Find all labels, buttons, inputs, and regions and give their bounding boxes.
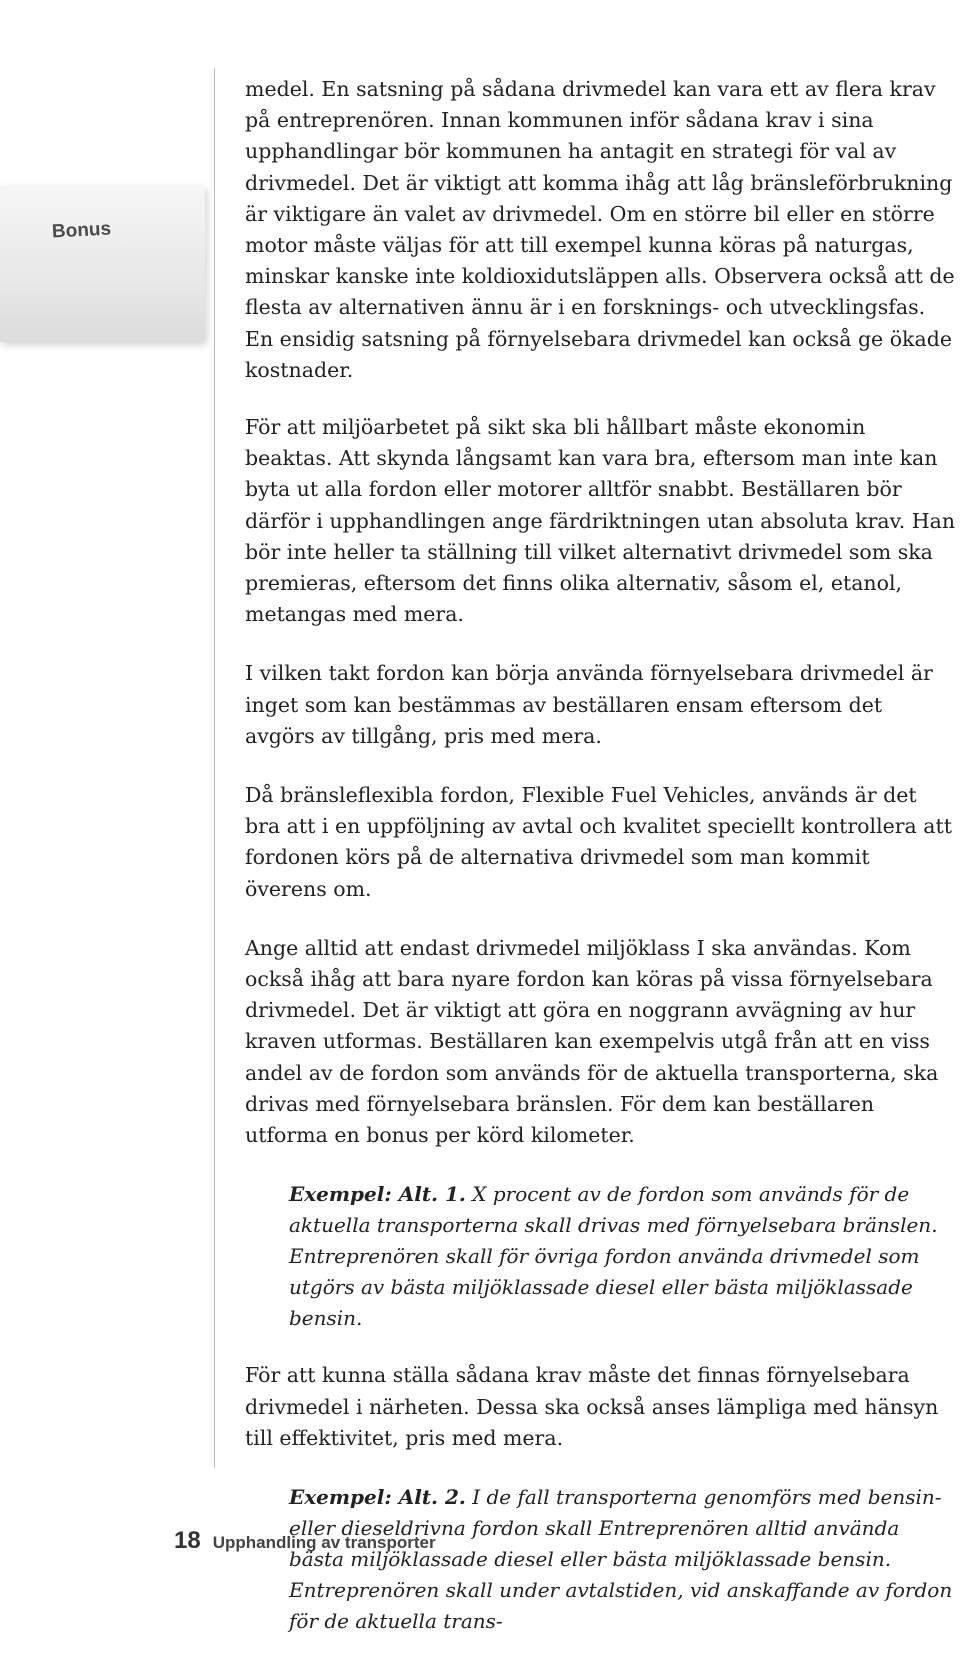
example-alt-1 [289, 1179, 957, 1334]
example-label: Exempel: Alt. 2. [289, 1484, 466, 1509]
paragraph: medel. En satsning på sådana drivmedel kan vara ett av flera krav på entreprenören. Innan kommunen inför sådana krav i sina upphandlingar bör kommunen ha antagit en strategi för val av drivmedel. Det är viktigt att komma ihåg att låg bränsleförbrukning är viktigare än valet av drivmedel. Om en större bil eller en större motor måste väljas för att till exempel kunna köras på naturgas, minskar kanske inte koldioxidutsläppen alls. Observera också att de flesta av alternativen ännu är i en forsknings- och utvecklingsfas. En ensidig satsning på förnyelsebara drivmedel kan också ge ökade kostnader. [245, 77, 955, 382]
body-text [245, 74, 957, 1663]
paragraph: I vilken takt fordon kan börja använda förnyelsebara drivmedel är inget som kan bestämmas av beställaren ensam eftersom det avgörs av tillgång, pris med mera. [245, 661, 933, 748]
paragraph: För att miljöarbetet på sikt ska bli hållbart måste ekonomin beaktas. Att skynda långsamt kan vara bra, eftersom man inte kan byta ut alla fordon eller motorer alltför snabbt. Beställaren bör därför i upphandlingen ange färdriktningen utan absoluta krav. Han bör inte heller ta ställning till vilket alternativt drivmedel som ska premieras, eftersom det finns olika alternativ, såsom el, etanol, metangas med mera. [245, 415, 956, 627]
paragraph: Då bränsleflexibla fordon, Flexible Fuel Vehicles, används är det bra att i en uppföljning av avtal och kvalitet speciellt kontrollera att fordonen körs på de alternativa drivmedel som man kommit överens om. [245, 783, 952, 901]
paragraph: För att kunna ställa sådana krav måste det finnas förnyelsebara drivmedel i närheten. Dessa ska också anses lämpliga med hänsyn till effektivitet, pris med mera. [245, 1363, 939, 1450]
page-number: 18 [174, 1527, 201, 1554]
example-label: Exempel: Alt. 1. [289, 1182, 466, 1207]
page-footer [174, 1527, 436, 1555]
bonus-sidebar-tab [0, 186, 205, 342]
running-footer-title: Upphandling av transporter [212, 1533, 436, 1552]
margin-rule [214, 68, 215, 1468]
bonus-tab-label: Bonus [51, 218, 112, 243]
example-alt-2 [289, 1482, 957, 1637]
example-text: I de fall transporterna genomförs med bensin- eller dieseldrivna fordon skall Entreprenören alltid använda bästa miljöklassade diesel eller bästa miljöklassade bensin. Entreprenören skall under avtalstiden, vid anskaffande av fordon för de aktuella trans- [289, 1484, 953, 1633]
paragraph: Ange alltid att endast drivmedel miljöklass I ska användas. Kom också ihåg att bara nyare fordon kan köras på vissa förnyelsebara drivmedel. Det är viktigt att göra en noggrann avvägning av hur kraven utformas. Beställaren kan exempelvis utgå från att en viss andel av de fordon som används för de aktuella transporterna, ska drivas med förnyelsebara bränslen. För dem kan beställaren utforma en bonus per körd kilometer. [245, 935, 939, 1148]
example-text: X procent av de fordon som används för de aktuella transporterna skall drivas med förnyelsebara bränslen. Entreprenören skall för övriga fordon använda drivmedel som utgörs av bästa miljöklassade diesel eller bästa miljöklassade bensin. [289, 1182, 938, 1331]
